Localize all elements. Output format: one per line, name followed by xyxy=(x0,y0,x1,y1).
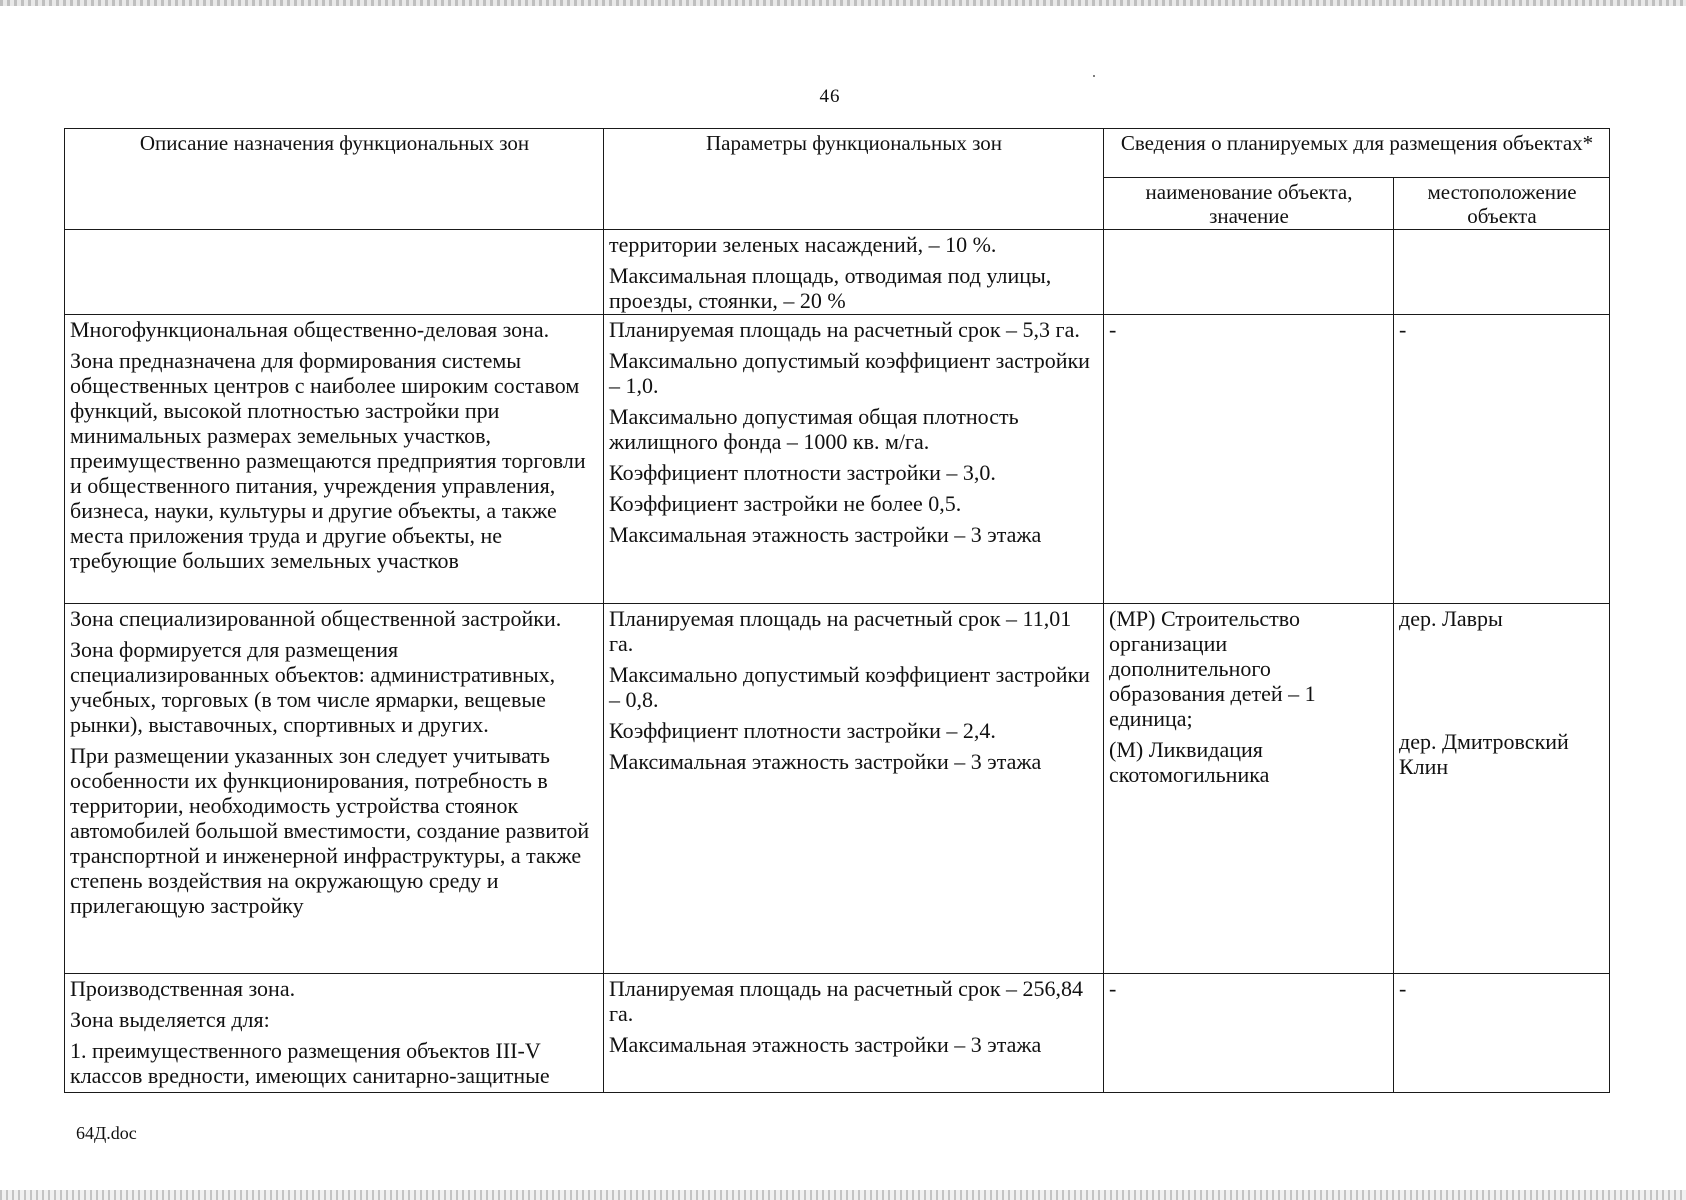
parameter-text: Максимальная этажность застройки – 3 этажа xyxy=(609,749,1042,774)
parameter-text: Максимально допустимый коэффициент застройки – 0,8. xyxy=(609,662,1090,712)
table-row xyxy=(65,974,1610,1093)
object-location-text: дер. Дмитровский Клин xyxy=(1399,729,1569,779)
parameter-text: Максимально допустимая общая плотность жилищного фонда – 1000 кв. м/га. xyxy=(609,404,1019,454)
zone-description-cell xyxy=(65,230,604,315)
zone-parameters-cell xyxy=(604,974,1104,1093)
zone-description-text: 1. преимущественного размещения объектов III-V классов вредности, имеющих санитарно-защитные xyxy=(70,1038,550,1088)
location-spacer xyxy=(1399,637,1605,729)
header-object-location: местоположение объекта xyxy=(1394,178,1610,230)
table-row xyxy=(65,230,1610,315)
scan-speck xyxy=(1093,75,1095,77)
object-location-cell xyxy=(1394,315,1610,604)
parameter-text: Коэффициент плотности застройки – 2,4. xyxy=(609,718,996,743)
object-location-cell xyxy=(1394,974,1610,1093)
object-name-text: - xyxy=(1109,976,1117,1001)
scan-edge-bottom xyxy=(0,1190,1686,1200)
object-name-text: (М) Ликвидация скотомогильника xyxy=(1109,737,1270,787)
functional-zones-table xyxy=(64,128,1610,1093)
object-name-cell xyxy=(1104,974,1394,1093)
object-location-cell xyxy=(1394,230,1610,315)
zone-parameters-cell xyxy=(604,230,1104,315)
header-object-name: наименование объекта, значение xyxy=(1104,178,1394,230)
parameter-text: Планируемая площадь на расчетный срок – 256,84 га. xyxy=(609,976,1084,1026)
zone-description-cell xyxy=(65,604,604,974)
parameter-text: Максимальная этажность застройки – 3 этажа xyxy=(609,522,1042,547)
document-filename: 64Д.doc xyxy=(76,1123,137,1143)
page-number: 46 xyxy=(819,86,841,107)
zone-parameters-cell xyxy=(604,604,1104,974)
zone-title: Зона специализированной общественной застройки. xyxy=(70,606,562,631)
parameter-text: Максимальная этажность застройки – 3 этажа xyxy=(609,1032,1042,1057)
header-zone-description: Описание назначения функциональных зон xyxy=(65,129,604,230)
parameter-text: Максимальная площадь, отводимая под улицы, проезды, стоянки, – 20 % xyxy=(609,263,1052,313)
parameter-text: Максимально допустимый коэффициент застройки – 1,0. xyxy=(609,348,1090,398)
parameter-text: Коэффициент плотности застройки – 3,0. xyxy=(609,460,996,485)
zone-description-text: При размещении указанных зон следует учитывать особенности их функционирования, потребность в территории, необходимость устройства стоянок автомобилей большой вместимости, создание развитой транспортной и инженерной инфраструктуры, а также степень воздействия на окружающую среду и прилегающую застройку xyxy=(70,743,590,918)
object-name-cell xyxy=(1104,604,1394,974)
object-location-text: - xyxy=(1399,317,1407,342)
header-zone-parameters: Параметры функциональных зон xyxy=(604,129,1104,230)
object-location-text: - xyxy=(1399,976,1407,1001)
zone-title: Многофункциональная общественно-деловая зона. xyxy=(70,317,550,342)
table-row xyxy=(65,604,1610,974)
zone-description-cell xyxy=(65,315,604,604)
zone-description-text: Зона предназначена для формирования системы общественных центров с наиболее широким составом функций, высокой плотностью застройки при минимальных размерах земельных участков, преимущественно размещаются предприятия торговли и общественного питания, учреждения управления, бизнеса, науки, культуры и другие объекты, а также места приложения труда и другие объекты, не требующие больших земельных участков xyxy=(70,348,586,573)
parameter-text: Коэффициент застройки не более 0,5. xyxy=(609,491,962,516)
table-row xyxy=(65,315,1610,604)
parameter-text: Планируемая площадь на расчетный срок – 5,3 га. xyxy=(609,317,1080,342)
parameter-text: территории зеленых насаждений, – 10 %. xyxy=(609,232,997,257)
object-name-text: (МР) Строительство организации дополнительного образования детей – 1 единица; xyxy=(1109,606,1316,731)
header-planned-objects: Сведения о планируемых для размещения объектах* xyxy=(1104,129,1610,178)
zone-description-text: Зона выделяется для: xyxy=(70,1007,270,1032)
scan-edge-top xyxy=(0,0,1686,6)
object-name-cell xyxy=(1104,315,1394,604)
zone-title: Производственная зона. xyxy=(70,976,296,1001)
object-location-text: дер. Лавры xyxy=(1399,606,1503,631)
header-row-main xyxy=(65,129,1610,178)
zone-description-cell xyxy=(65,974,604,1093)
object-location-cell xyxy=(1394,604,1610,974)
zone-parameters-cell xyxy=(604,315,1104,604)
object-name-cell xyxy=(1104,230,1394,315)
object-name-text: - xyxy=(1109,317,1117,342)
zone-description-text: Зона формируется для размещения специализированных объектов: административных, учебных, торговых (в том числе ярмарки, вещевые рынки), выставочных, спортивных и других. xyxy=(70,637,556,737)
parameter-text: Планируемая площадь на расчетный срок – 11,01 га. xyxy=(609,606,1072,656)
